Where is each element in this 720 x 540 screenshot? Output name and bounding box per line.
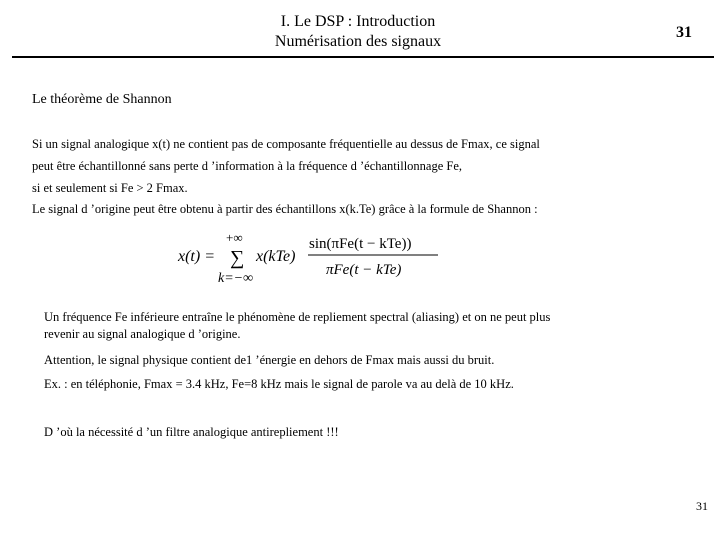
note-aliasing-line1: Un fréquence Fe inférieure entraîne le phénomène de repliement spectral (aliasing) et on ne peut plus xyxy=(44,310,551,324)
note-aliasing xyxy=(44,309,644,343)
slide-number-top: 31 xyxy=(676,24,692,41)
formula-denominator: πFe(t − kTe) xyxy=(326,262,402,278)
formula-sum-upper: +∞ xyxy=(226,230,243,245)
formula-sum-symbol: ∑ xyxy=(230,247,245,269)
formula-lhs: x(t) = xyxy=(178,248,215,265)
shannon-formula xyxy=(176,228,446,290)
note-antialiasing-filter: D ’où la nécessité d ’un filtre analogique antirepliement !!! xyxy=(44,425,339,439)
paragraph-4: Le signal d ’origine peut être obtenu à partir des échantillons x(k.Te) grâce à la formule de Shannon : xyxy=(32,202,538,216)
formula-numerator: sin(πFe(t − kTe)) xyxy=(309,236,412,252)
note-noise: Attention, le signal physique contient de1 ’énergie en dehors de Fmax mais aussi du bruit. xyxy=(44,353,495,367)
section-title: Le théorème de Shannon xyxy=(32,92,172,107)
formula-sum-lower: k=−∞ xyxy=(218,271,254,286)
header-divider xyxy=(12,56,714,58)
note-aliasing-line2: revenir au signal analogique d ’origine. xyxy=(44,327,241,341)
page-number-footer: 31 xyxy=(696,499,708,513)
paragraph-1: Si un signal analogique x(t) ne contient pas de composante fréquentielle au dessus de Fmax, ce signal xyxy=(32,137,540,151)
slide-header xyxy=(0,12,716,52)
paragraph-3: si et seulement si Fe > 2 Fmax. xyxy=(32,181,188,195)
header-title-line1: I. Le DSP : Introduction xyxy=(280,13,436,30)
note-telephony-example: Ex. : en téléphonie, Fmax = 3.4 kHz, Fe=8 kHz mais le signal de parole va au delà de 10 kHz. xyxy=(44,377,514,391)
header-title-line2: Numérisation des signaux xyxy=(274,33,442,50)
paragraph-2: peut être échantillonné sans perte d ’information à la fréquence d ’échantillonnage Fe, xyxy=(32,159,463,173)
formula-factor: x(kTe) xyxy=(256,248,296,265)
